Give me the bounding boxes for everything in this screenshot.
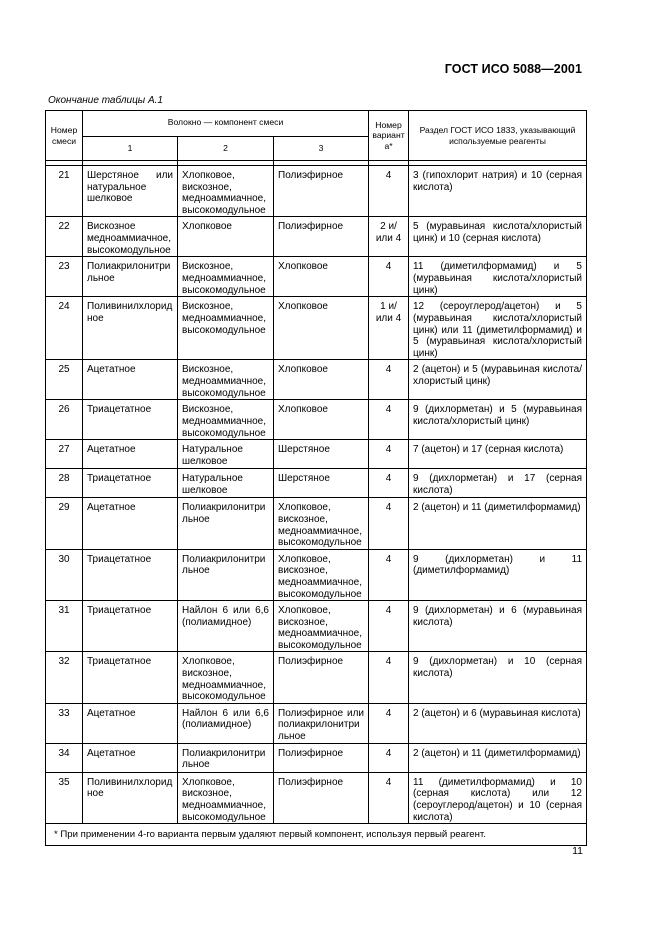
cell-component-3: Полиэфирное [274, 743, 369, 772]
cell-mix-number: 31 [46, 601, 83, 652]
header-col-1: 1 [83, 137, 178, 161]
cell-gost-section: 11 (диметилформамид) и 5 (муравьиная кислота/хлористый цинк) [409, 257, 587, 297]
cell-component-2: Хлопковое, вискозное, медноаммиачное, высокомодульное [178, 166, 274, 217]
cell-component-3: Полиэфирное [274, 652, 369, 703]
cell-component-1: Поливинилхлоридное [83, 297, 178, 360]
cell-variant: 4 [369, 549, 409, 600]
table-row [46, 360, 587, 400]
table-row [46, 743, 587, 772]
cell-component-2: Хлопковое [178, 217, 274, 257]
table-row [46, 217, 587, 257]
cell-component-2: Натуральное шелковое [178, 440, 274, 469]
cell-gost-section: 9 (дихлорметан) и 5 (муравьиная кислота/хлористый цинк) [409, 400, 587, 440]
table-row [46, 400, 587, 440]
cell-mix-number: 33 [46, 703, 83, 743]
cell-component-1: Ацетатное [83, 498, 178, 549]
header-col-3: 3 [274, 137, 369, 161]
cell-variant: 4 [369, 498, 409, 549]
cell-component-1: Ацетатное [83, 360, 178, 400]
cell-variant: 4 [369, 772, 409, 823]
table-row [46, 601, 587, 652]
table-row [46, 440, 587, 469]
cell-component-2: Вискозное, медноаммиачное, высокомодульное [178, 257, 274, 297]
table-row [46, 498, 587, 549]
cell-variant: 4 [369, 440, 409, 469]
cell-mix-number: 30 [46, 549, 83, 600]
cell-mix-number: 29 [46, 498, 83, 549]
cell-component-3: Хлопковое [274, 360, 369, 400]
cell-gost-section: 9 (дихлорметан) и 11 (диметилформамид) [409, 549, 587, 600]
cell-gost-section: 2 (ацетон) и 11 (диметилформамид) [409, 743, 587, 772]
cell-mix-number: 27 [46, 440, 83, 469]
cell-mix-number: 21 [46, 166, 83, 217]
cell-component-3: Хлопковое [274, 297, 369, 360]
header-fiber-component: Волокно — компонент смеси [83, 111, 369, 137]
table-row [46, 652, 587, 703]
table-row [46, 549, 587, 600]
cell-component-2: Вискозное, медноаммиачное, высокомодульное [178, 360, 274, 400]
cell-component-1: Полиакрилонитрильное [83, 257, 178, 297]
cell-component-2: Полиакрилонитрильное [178, 498, 274, 549]
cell-component-2: Вискозное, медноаммиачное, высокомодульное [178, 297, 274, 360]
cell-component-3: Хлопковое [274, 400, 369, 440]
cell-variant: 4 [369, 400, 409, 440]
table-caption: Окончание таблицы А.1 [48, 95, 163, 106]
cell-component-2: Полиакрилонитрильное [178, 743, 274, 772]
cell-component-1: Поливинилхлоридное [83, 772, 178, 823]
cell-component-2: Найлон 6 или 6,6 (полиамидное) [178, 703, 274, 743]
cell-component-3: Хлопковое, вискозное, медноаммиачное, высокомодульное [274, 601, 369, 652]
cell-component-1: Триацетатное [83, 549, 178, 600]
cell-component-2: Хлопковое, вискозное, медноаммиачное, высокомодульное [178, 652, 274, 703]
cell-component-1: Ацетатное [83, 703, 178, 743]
table-footnote: * При применении 4-го варианта первым удаляют первый компонент, используя первый реагент. [46, 824, 587, 846]
cell-component-2: Найлон 6 или 6,6 (полиамидное) [178, 601, 274, 652]
cell-gost-section: 5 (муравьиная кислота/хлористый цинк) и 10 (серная кислота) [409, 217, 587, 257]
cell-component-1: Вискозное медноаммиачное, высокомодульное [83, 217, 178, 257]
cell-component-3: Хлопковое, вискозное, медноаммиачное, высокомодульное [274, 549, 369, 600]
cell-gost-section: 3 (гипохлорит натрия) и 10 (серная кислота) [409, 166, 587, 217]
cell-component-1: Триацетатное [83, 652, 178, 703]
table-row [46, 297, 587, 360]
cell-component-3: Шерстяное [274, 440, 369, 469]
cell-variant: 1 и/или 4 [369, 297, 409, 360]
cell-gost-section: 9 (дихлорметан) и 10 (серная кислота) [409, 652, 587, 703]
cell-variant: 4 [369, 743, 409, 772]
cell-component-2: Хлопковое, вискозное, медноаммиачное, высокомодульное [178, 772, 274, 823]
cell-mix-number: 35 [46, 772, 83, 823]
cell-variant: 4 [369, 703, 409, 743]
header-col-2: 2 [178, 137, 274, 161]
cell-mix-number: 32 [46, 652, 83, 703]
cell-component-2: Вискозное, медноаммиачное, высокомодульное [178, 400, 274, 440]
table-row [46, 772, 587, 823]
fiber-mix-table [45, 110, 587, 846]
cell-gost-section: 2 (ацетон) и 11 (диметилформамид) [409, 498, 587, 549]
cell-mix-number: 26 [46, 400, 83, 440]
cell-component-1: Ацетатное [83, 440, 178, 469]
cell-gost-section: 2 (ацетон) и 5 (муравьиная кислота/хлористый цинк) [409, 360, 587, 400]
cell-gost-section: 9 (дихлорметан) и 6 (муравьиная кислота) [409, 601, 587, 652]
cell-gost-section: 12 (сероуглерод/ацетон) и 5 (муравьиная кислота/хлористый цинк) или 11 (диметилформамид) и 5 (муравьиная кислота/хлористый цинк) [409, 297, 587, 360]
cell-component-1: Ацетатное [83, 743, 178, 772]
cell-variant: 4 [369, 257, 409, 297]
cell-component-2: Полиакрилонитрильное [178, 549, 274, 600]
cell-variant: 4 [369, 360, 409, 400]
cell-component-3: Полиэфирное [274, 166, 369, 217]
cell-component-3: Полиэфирное или полиакрилонитрильное [274, 703, 369, 743]
cell-mix-number: 28 [46, 469, 83, 498]
header-mix-number: Номер смеси [46, 111, 83, 161]
cell-component-3: Шерстяное [274, 469, 369, 498]
cell-variant: 2 и/или 4 [369, 217, 409, 257]
cell-variant: 4 [369, 469, 409, 498]
footnote-row [46, 824, 587, 846]
cell-component-3: Полиэфирное [274, 772, 369, 823]
cell-component-1: Шерстяное или натуральное шелковое [83, 166, 178, 217]
cell-component-3: Хлопковое, вискозное, медноаммиачное, высокомодульное [274, 498, 369, 549]
cell-gost-section: 2 (ацетон) и 6 (муравьиная кислота) [409, 703, 587, 743]
header-row-1 [46, 111, 587, 137]
cell-mix-number: 22 [46, 217, 83, 257]
cell-component-3: Хлопковое [274, 257, 369, 297]
cell-component-1: Триацетатное [83, 469, 178, 498]
cell-component-3: Полиэфирное [274, 217, 369, 257]
table-row [46, 166, 587, 217]
cell-mix-number: 34 [46, 743, 83, 772]
cell-gost-section: 9 (дихлорметан) и 17 (серная кислота) [409, 469, 587, 498]
table-row [46, 703, 587, 743]
table-row [46, 257, 587, 297]
cell-mix-number: 23 [46, 257, 83, 297]
cell-component-1: Триацетатное [83, 601, 178, 652]
header-gost-section: Раздел ГОСТ ИСО 1833, указывающий используемые реагенты [409, 111, 587, 161]
cell-mix-number: 24 [46, 297, 83, 360]
cell-component-2: Натуральное шелковое [178, 469, 274, 498]
cell-variant: 4 [369, 166, 409, 217]
header-variant-number: Номер варианта* [369, 111, 409, 161]
cell-gost-section: 11 (диметилформамид) и 10 (серная кислота) или 12 (сероуглерод/ацетон) и 10 (серная кислота) [409, 772, 587, 823]
cell-variant: 4 [369, 652, 409, 703]
cell-gost-section: 7 (ацетон) и 17 (серная кислота) [409, 440, 587, 469]
cell-mix-number: 25 [46, 360, 83, 400]
cell-variant: 4 [369, 601, 409, 652]
document-code: ГОСТ ИСО 5088—2001 [444, 62, 582, 76]
page-number: 11 [572, 845, 583, 857]
cell-component-1: Триацетатное [83, 400, 178, 440]
table-row [46, 469, 587, 498]
